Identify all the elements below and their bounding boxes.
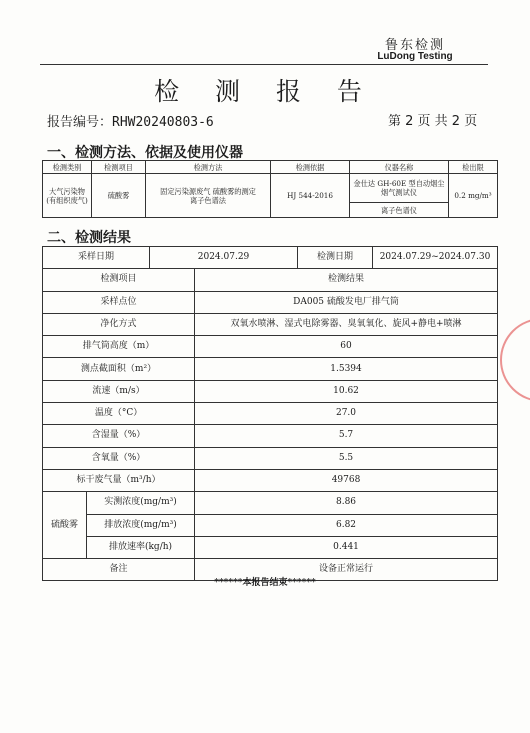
- brand-name-cn: 鲁东检测: [384, 38, 445, 53]
- category-cell: 大气污染物 (有组织废气): [43, 174, 92, 218]
- remark-value: 设备正常运行: [195, 559, 498, 581]
- item-cell: 硫酸雾: [92, 174, 146, 218]
- header-basis: 检测依据: [271, 161, 350, 174]
- header-rule: [40, 64, 488, 65]
- header-instrument: 仪器名称: [350, 161, 449, 174]
- row-label: 流速（m/s）: [43, 380, 195, 402]
- method-cell: 固定污染源废气 硫酸雾的测定 离子色谱法: [146, 174, 271, 218]
- group-row-label: 排放浓度(mg/m³): [87, 514, 195, 536]
- item-header: 检测项目: [43, 269, 195, 291]
- remark-label: 备注: [43, 559, 195, 581]
- test-date-value: 2024.07.29~2024.07.30: [373, 247, 498, 269]
- basis-cell: HJ 544-2016: [271, 174, 350, 218]
- group-row-value: 0.441: [195, 536, 498, 558]
- document-title: 检 测 报 告: [154, 77, 376, 106]
- sampling-date-label: 采样日期: [43, 247, 150, 269]
- row-value: DA005 硫酸发电厂排气筒: [195, 291, 498, 313]
- instrument-line-1: 金仕达 GH-60E 型自动烟尘: [353, 179, 445, 188]
- brand-name-en: LuDong Testing: [377, 51, 453, 62]
- row-label: 标干废气量（m³/h）: [43, 469, 195, 491]
- row-label: 排气筒高度（m）: [43, 336, 195, 358]
- limit-cell: 0.2 mg/m³: [449, 174, 498, 218]
- row-label: 含湿量（%）: [43, 425, 195, 447]
- row-value: 双氧水喷淋、湿式电除雾器、臭氧氧化、旋风+静电+喷淋: [195, 313, 498, 335]
- group-row-value: 6.82: [195, 514, 498, 536]
- header-limit: 检出限: [449, 161, 498, 174]
- group-row-value: 8.86: [195, 492, 498, 514]
- sampling-date-value: 2024.07.29: [150, 247, 298, 269]
- row-value: 5.7: [195, 425, 498, 447]
- row-value: 60: [195, 336, 498, 358]
- end-of-report-note: ******本报告结束******: [214, 578, 316, 588]
- test-date-label: 检测日期: [298, 247, 373, 269]
- row-label: 净化方式: [43, 313, 195, 335]
- group-row-label: 实测浓度(mg/m³): [87, 492, 195, 514]
- section-results-heading: 二、检测结果: [47, 230, 131, 246]
- row-value: 1.5394: [195, 358, 498, 380]
- header-method: 检测方法: [146, 161, 271, 174]
- row-value: 27.0: [195, 403, 498, 425]
- section-methods-heading: 一、检测方法、依据及使用仪器: [47, 145, 243, 161]
- page-indicator: 第 2 页 共 2 页: [388, 114, 478, 129]
- row-value: 10.62: [195, 380, 498, 402]
- report-number: 报告编号：RHW20240803-6: [47, 115, 214, 130]
- row-label: 测点截面积（m²）: [43, 358, 195, 380]
- methods-table: [42, 160, 498, 218]
- group-label: 硫酸雾: [43, 492, 87, 559]
- result-header: 检测结果: [195, 269, 498, 291]
- group-row-label: 排放速率(kg/h): [87, 536, 195, 558]
- row-value: 5.5: [195, 447, 498, 469]
- results-table: [42, 246, 498, 581]
- row-label: 采样点位: [43, 291, 195, 313]
- instrument-cell-1: [350, 174, 449, 203]
- instrument-line-2: 烟气测试仪: [381, 188, 417, 197]
- row-label: 温度（°C）: [43, 403, 195, 425]
- header-category: 检测类别: [43, 161, 92, 174]
- row-value: 49768: [195, 469, 498, 491]
- instrument-cell-2: 离子色谱仪: [350, 203, 449, 218]
- header-item: 检测项目: [92, 161, 146, 174]
- company-seal-stamp: [500, 318, 530, 402]
- row-label: 含氧量（%）: [43, 447, 195, 469]
